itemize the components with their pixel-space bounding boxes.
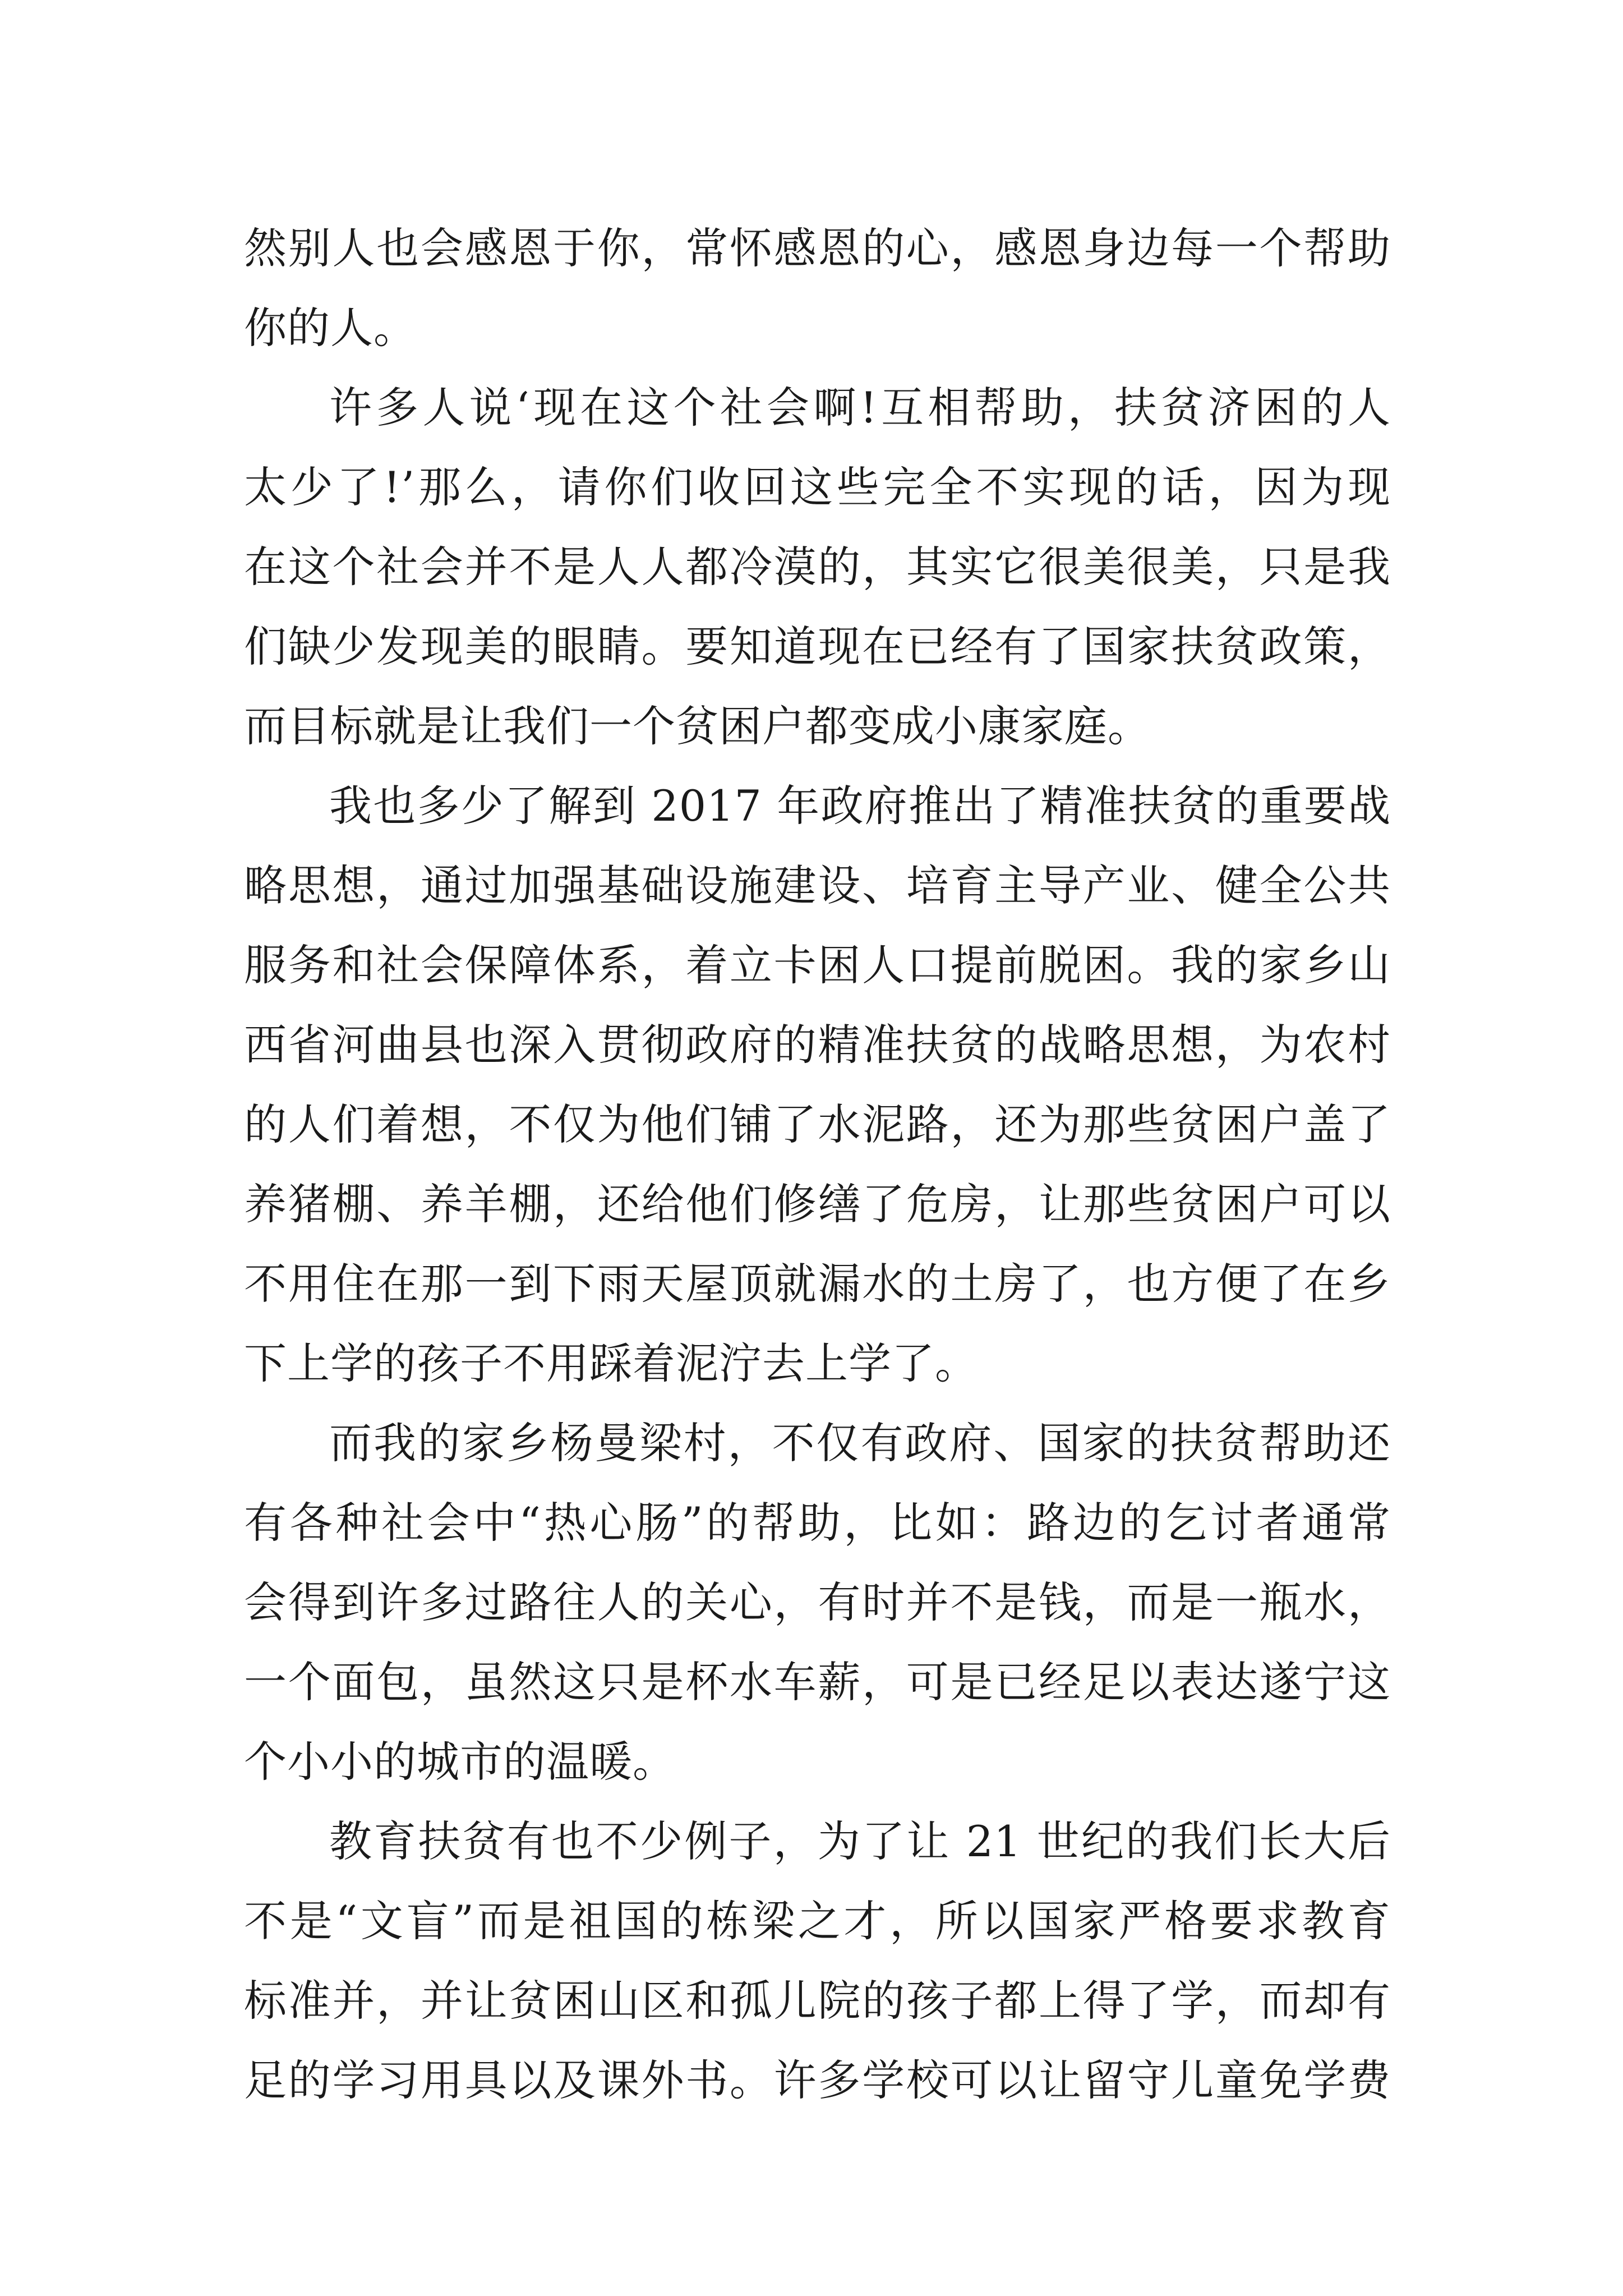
text-line: 不是“文盲”而是祖国的栋梁之才，所以国家严格要求教育 [244, 1896, 1391, 1946]
text-line: 我也多少了解到 2017 年政府推出了精准扶贫的重要战 [329, 781, 1391, 831]
text-line: 你的人。 [244, 303, 417, 353]
paragraph [244, 1802, 1391, 2120]
text-line: 有各种社会中“热心肠”的帮助，比如：路边的乞讨者通常 [244, 1498, 1391, 1548]
text-line: 而我的家乡杨曼梁村，不仅有政府、国家的扶贫帮助还 [329, 1418, 1391, 1468]
text-line: 下上学的孩子不用踩着泥泞去上学了。 [244, 1338, 978, 1388]
text-line: 不用住在那一到下雨天屋顶就漏水的土房了，也方便了在乡 [244, 1259, 1391, 1309]
text-line: 教育扶贫有也不少例子，为了让 21 世纪的我们长大后 [329, 1816, 1391, 1866]
text-line: 太少了!’那么，请你们收回这些完全不实现的话，因为现 [244, 462, 1391, 512]
text-line: 养猪棚、养羊棚，还给他们修缮了危房，让那些贫困户可以 [244, 1179, 1391, 1229]
text-line: 许多人说‘现在这个社会啊!互相帮助，扶贫济困的人 [329, 383, 1391, 432]
paragraph [244, 209, 1391, 368]
text-line: 一个面包，虽然这只是杯水车薪，可是已经足以表达遂宁这 [244, 1657, 1391, 1707]
paragraph [244, 1404, 1391, 1802]
text-line: 略思想，通过加强基础设施建设、培育主导产业、健全公共 [244, 861, 1391, 910]
paragraph [244, 766, 1391, 1404]
text-line: 在这个社会并不是人人都冷漠的，其实它很美很美，只是我 [244, 542, 1391, 592]
paragraph [244, 368, 1391, 766]
text-line: 然别人也会感恩于你，常怀感恩的心，感恩身边每一个帮助 [244, 223, 1391, 273]
text-line: 个小小的城市的温暖。 [244, 1737, 676, 1787]
text-line: 而目标就是让我们一个贫困户都变成小康家庭。 [244, 701, 1151, 751]
text-line: 标准并，并让贫困山区和孤儿院的孩子都上得了学，而却有 [244, 1976, 1391, 2026]
document-body [244, 209, 1391, 2120]
text-line: 们缺少发现美的眼睛。要知道现在已经有了国家扶贫政策， [244, 622, 1391, 671]
text-line: 会得到许多过路往人的关心，有时并不是钱，而是一瓶水， [244, 1577, 1391, 1627]
text-line: 足的学习用具以及课外书。许多学校可以让留守儿童免学费 [244, 2055, 1391, 2105]
text-line: 的人们着想，不仅为他们铺了水泥路，还为那些贫困户盖了 [244, 1099, 1391, 1149]
text-line: 西省河曲县也深入贯彻政府的精准扶贫的战略思想，为农村 [244, 1020, 1391, 1070]
text-line: 服务和社会保障体系，着立卡困人口提前脱困。我的家乡山 [244, 940, 1391, 990]
